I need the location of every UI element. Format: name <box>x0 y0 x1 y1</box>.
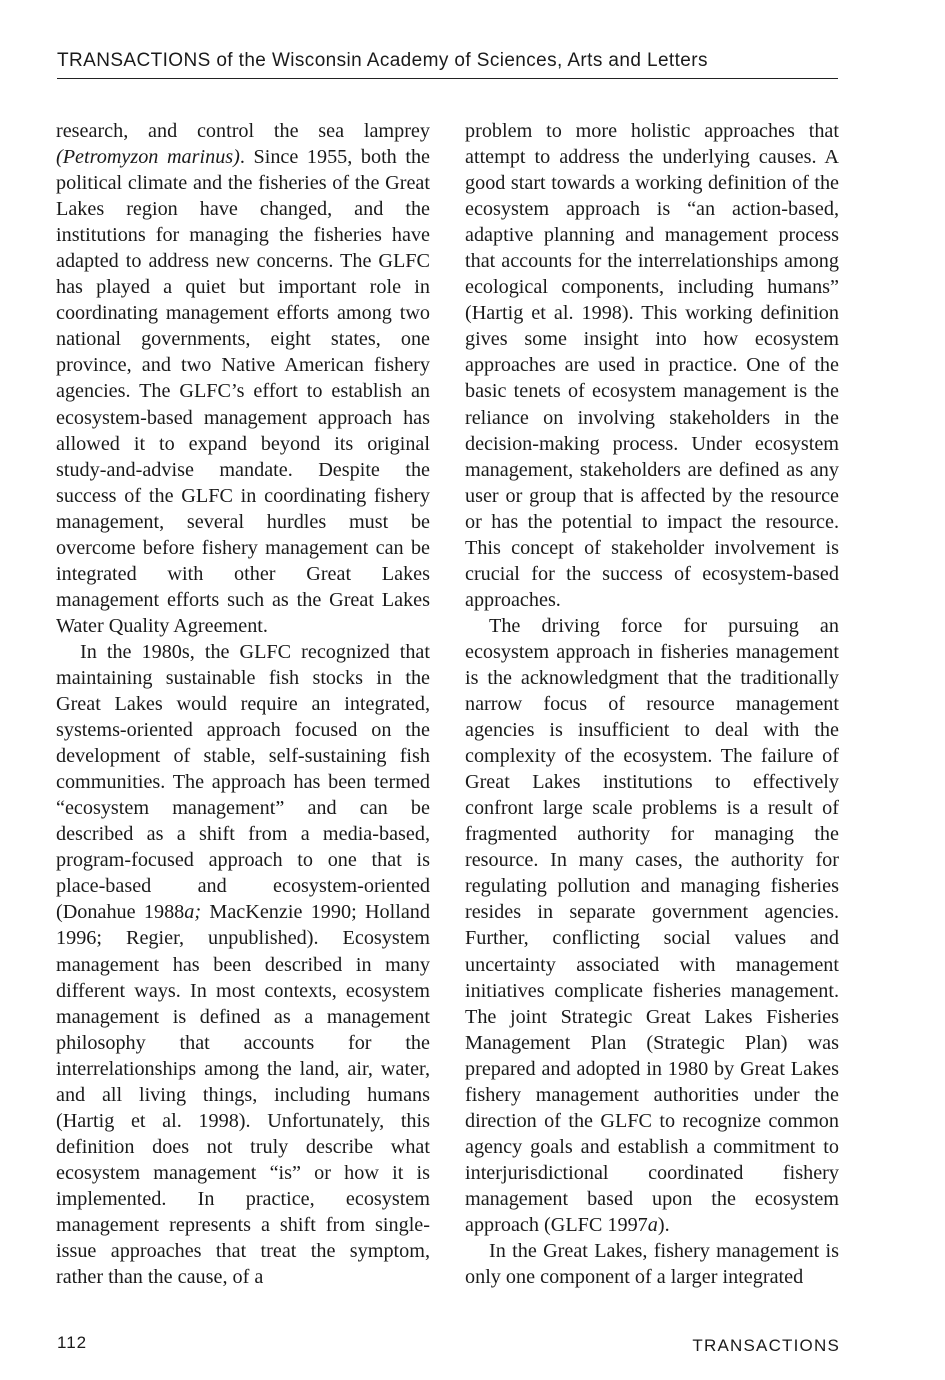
citation-suffix: a; <box>184 901 202 924</box>
species-name: (Petromyzon marinus) <box>56 146 240 169</box>
paragraph: The driving force for pursuing an ecosystem approach in fisheries management is the acknowledgment that the traditionally narrow focus of resource management agencies is insufficient to deal with the complexity of the ecosystem. The failure of Great Lakes institutions to effectively confront large scale problems is a result of fragmented authority for managing the resource. In many cases, the authority for regulating pollution and managing fisheries resides in separate government agencies. Further, conflicting social values and uncertainty associated with management initiatives complicate fisheries management. The joint Strategic Great Lakes Fisheries Management Plan (Strategic Plan) was prepared and adopted in 1980 by Great Lakes fishery management authorities under the direction of the GLFC to recognize common agency goals and establish a commitment to interjurisdictional coordinated fishery management based upon the ecosystem approach (GLFC 1997a). <box>465 614 839 1236</box>
paragraph: research, and control the sea lamprey (Petromyzon marinus). Since 1955, both the political climate and the fisheries of the Great Lakes region have changed, and the institutions for managing the fisheries have adapted to address new concerns. The GLFC has played a quiet but important role in coordinating management efforts among two national governments, eight states, one province, and two Native American fishery agencies. The GLFC’s effort to establish an ecosystem-based management approach has allowed it to expand beyond its original study-and-advise mandate. Despite the success of the GLFC in coordinating fishery management, several hurdles must be overcome before fishery management can be integrated with other Great Lakes management efforts such as the Great Lakes Water Quality Agreement. <box>56 120 430 637</box>
right-column <box>465 118 839 1290</box>
paragraph: In the 1980s, the GLFC recognized that maintaining sustainable fish stocks in the Great Lakes would require an integrated, systems-oriented approach focused on the development of stable, self-sustaining fish communities. The approach has been termed “ecosystem management” and can be described as a shift from a media-based, program-focused approach to one that is place-based and ecosystem-oriented (Donahue 1988a; MacKenzie 1990; Holland 1996; Regier, unpublished). Ecosystem management has been described in many different ways. In most contexts, ecosystem management is defined as a management philosophy that accounts for the interrelationships among the land, air, water, and all living things, including humans (Hartig et al. 1998). Unfortunately, this definition does not truly describe what ecosystem management “is” or how it is implemented. In practice, ecosystem management represents a shift from single-issue approaches that treat the symptom, rather than the cause, of a <box>56 640 430 1289</box>
header-rule <box>57 78 838 79</box>
paragraph: In the Great Lakes, fishery management is only one component of a larger integrated <box>465 1240 839 1289</box>
citation-suffix: a <box>647 1213 658 1236</box>
page-number: 112 <box>57 1333 88 1352</box>
footer-label: TRANSACTIONS <box>692 1336 840 1355</box>
left-column <box>56 118 430 1290</box>
paragraph: problem to more holistic approaches that attempt to address the underlying causes. A good start towards a working definition of the ecosystem approach is “an action-based, adaptive planning and management process that accounts for the interrelationships among ecological components, including humans” (Hartig et al. 1998). This working definition gives some insight into how ecosystem approaches are used in practice. One of the basic tenets of ecosystem management is the reliance on involving stakeholders in the decision-making process. Under ecosystem management, stakeholders are defined as any user or group that is affected by the resource or has the potential to impact the resource. This concept of stakeholder involvement is crucial for the success of ecosystem-based approaches. <box>465 120 839 611</box>
running-head: TRANSACTIONS of the Wisconsin Academy of Sciences, Arts and Letters <box>57 50 708 71</box>
